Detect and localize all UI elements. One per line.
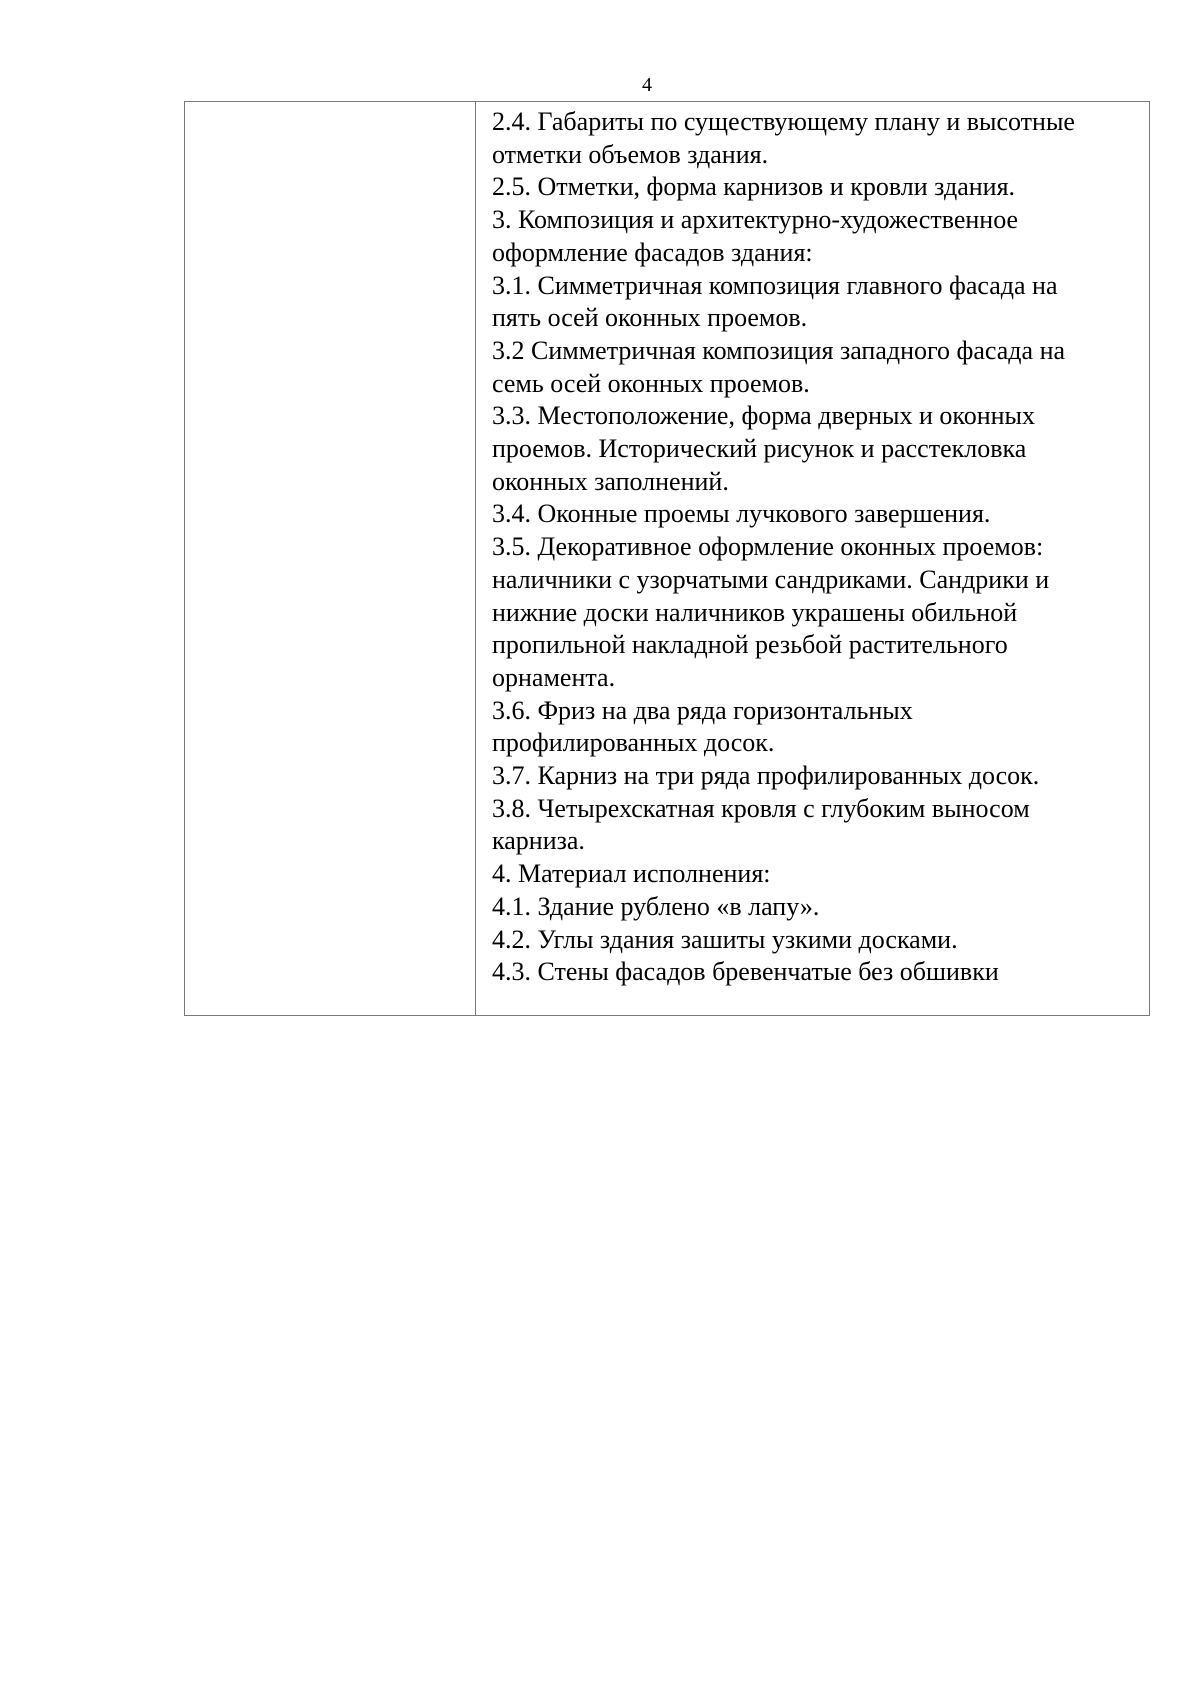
- text-line: 3.6. Фриз на два ряда горизонтальных: [492, 695, 913, 725]
- text-line: 4.2. Углы здания зашиты узкими досками.: [492, 924, 958, 954]
- text-line: профилированных досок.: [492, 728, 775, 758]
- text-line: оформление фасадов здания:: [492, 237, 813, 267]
- page-number: 4: [642, 74, 652, 96]
- text-line: 3.8. Четырехскатная кровля с глубоким выносом: [492, 793, 1030, 823]
- text-line: нижние доски наличников украшены обильной: [492, 597, 1018, 627]
- text-line: 3.3. Местоположение, форма дверных и оконных: [492, 401, 1036, 431]
- text-line: карниза.: [492, 826, 585, 856]
- text-line: 2.5. Отметки, форма карнизов и кровли здания.: [492, 172, 1016, 202]
- text-line: семь осей оконных проемов.: [492, 368, 810, 398]
- text-line: оконных заполнений.: [492, 466, 729, 496]
- text-line: 3.5. Декоративное оформление оконных проемов:: [492, 532, 1044, 562]
- text-line: отметки объемов здания.: [492, 139, 769, 169]
- text-line: орнамента.: [492, 662, 616, 692]
- text-line: 4.1. Здание рублено «в лапу».: [492, 891, 820, 921]
- text-line: пропильной накладной резьбой растительного: [492, 630, 1008, 660]
- text-line: 3.7. Карниз на три ряда профилированных досок.: [492, 761, 1040, 791]
- text-line: 2.4. Габариты по существующему плану и высотные: [492, 107, 1075, 136]
- text-line: 3.2 Симметричная композиция западного фасада на: [492, 335, 1066, 365]
- text-line: 3.4. Оконные проемы лучкового завершения.: [492, 499, 991, 529]
- text-line: 4.3. Стены фасадов бревенчатые без обшивки: [492, 957, 999, 987]
- table-row: [185, 102, 1150, 1016]
- text-line: 4. Материал исполнения:: [492, 859, 771, 889]
- text-line: 3. Композиция и архитектурно-художественное: [492, 205, 1019, 235]
- text-line: наличники с узорчатыми сандриками. Сандрики и: [492, 564, 1050, 594]
- table-cell-left: [185, 102, 476, 1016]
- text-line: проемов. Исторический рисунок и расстекловка: [492, 434, 1027, 464]
- text-line: 3.1. Симметричная композиция главного фасада на: [492, 270, 1058, 300]
- text-line: пять осей оконных проемов.: [492, 303, 808, 333]
- document-table: [184, 101, 1150, 1016]
- table-cell-right: [476, 102, 1150, 1016]
